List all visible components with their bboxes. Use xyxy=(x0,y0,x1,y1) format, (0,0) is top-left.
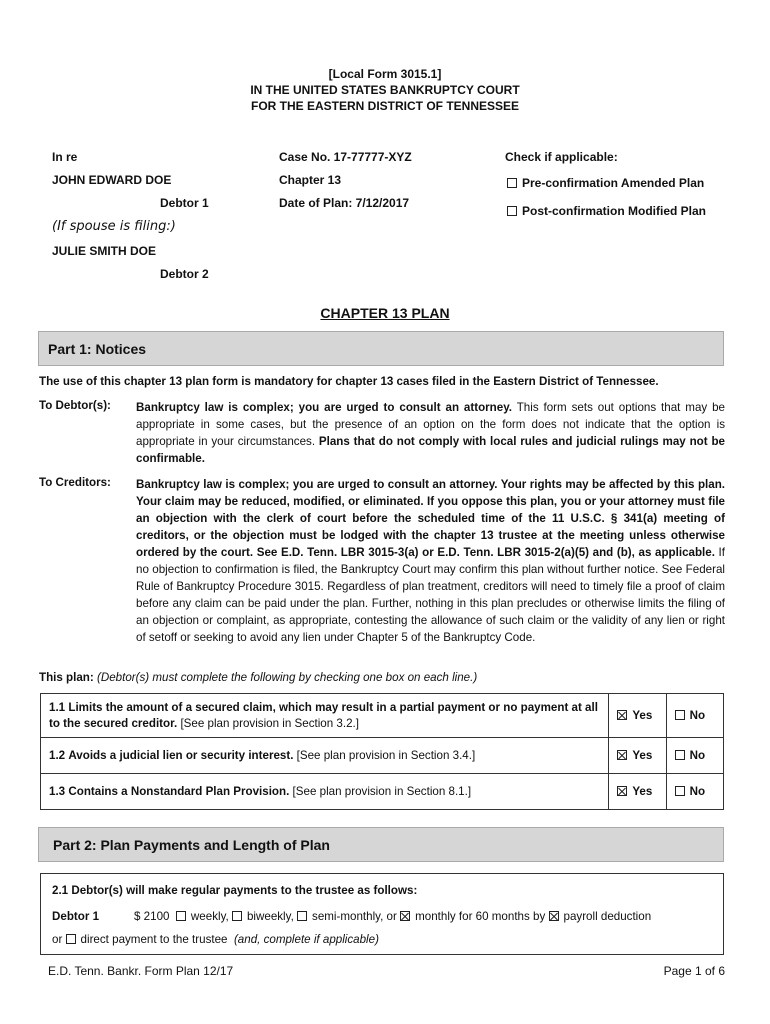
court-name: IN THE UNITED STATES BANKRUPTCY COURT xyxy=(250,83,520,97)
row-text: [See plan provision in Section 3.2.] xyxy=(177,716,359,730)
post-confirmation-label: Post-confirmation Modified Plan xyxy=(522,204,707,218)
row-description xyxy=(41,694,609,738)
row-description xyxy=(41,738,609,774)
pre-confirmation-option[interactable] xyxy=(507,176,704,190)
row-bold: Limits the amount of a secured claim, which may result in a partial payment or no payment at all to the secured creditor. xyxy=(49,700,598,730)
part2-heading: Part 2: Plan Payments and Length of Plan xyxy=(38,827,724,862)
table-row xyxy=(41,694,724,738)
row-number: 1.2 xyxy=(49,749,66,762)
mandatory-notice: The use of this chapter 13 plan form is mandatory for chapter 13 cases filed in the Eastern District of Tennessee. xyxy=(39,375,659,388)
no-checkbox[interactable] xyxy=(675,750,685,760)
part1-heading: Part 1: Notices xyxy=(38,331,724,366)
this-plan-instruction xyxy=(39,671,477,684)
yes-checkbox[interactable] xyxy=(617,710,627,720)
yes-label: Yes xyxy=(632,785,653,798)
no-checkbox[interactable] xyxy=(675,710,685,720)
semimonthly-checkbox[interactable] xyxy=(297,911,307,921)
page-number: Page 1 of 6 xyxy=(663,964,725,978)
direct-payment-line xyxy=(52,933,379,946)
row-number: 1.3 xyxy=(49,785,66,798)
date-of-plan: Date of Plan: 7/12/2017 xyxy=(279,196,410,210)
yes-cell[interactable] xyxy=(609,774,666,810)
semimonthly-label: semi-monthly, or xyxy=(312,910,397,923)
spouse-note: (If spouse is filing:) xyxy=(52,219,176,234)
payment-amount[interactable]: $ 2100 xyxy=(134,910,170,923)
to-creditors-text: If no objection to confirmation is filed, the Bankruptcy Court may confirm this plan without further notice. See Federal Rule of Bankruptcy Procedure 3015. Regardless of plan treatment, creditors will need to timely file a proof of claim before any claim can be paid under the plan. Further, nothing in this plan precludes or otherwise limits the filing of an objection or complaint, as appropriate, contesting the allowance of such claim or the validity of any lien or right of setoff or seeking to avoid any lien under Chapter 5 of the Bankruptcy Code. xyxy=(136,546,725,644)
in-re-label: In re xyxy=(52,150,78,164)
payroll-label: payroll deduction xyxy=(563,910,652,923)
to-debtors-bold1: Bankruptcy law is complex; you are urged to consult an attorney. xyxy=(136,401,513,414)
yes-label: Yes xyxy=(632,709,653,722)
row-number: 1.1 xyxy=(49,700,66,714)
row-description xyxy=(41,774,609,810)
yes-cell[interactable] xyxy=(609,738,666,774)
no-label: No xyxy=(689,709,706,722)
post-confirmation-checkbox[interactable] xyxy=(507,206,517,216)
footer-form-label: E.D. Tenn. Bankr. Form Plan 12/17 xyxy=(48,964,234,978)
check-if-applicable-label: Check if applicable: xyxy=(505,150,618,164)
row-text: [See plan provision in Section 3.4.] xyxy=(293,749,476,762)
table-row xyxy=(41,774,724,810)
weekly-label: weekly, xyxy=(190,910,229,923)
page-title: CHAPTER 13 PLAN xyxy=(320,305,450,321)
monthly-label: monthly for 60 months by xyxy=(415,910,546,923)
debtor2-name: JULIE SMITH DOE xyxy=(52,244,157,258)
chapter-label: Chapter 13 xyxy=(279,173,342,187)
debtor2-label: Debtor 2 xyxy=(160,267,209,281)
debtor1-label: Debtor 1 xyxy=(160,196,209,210)
debtor1-name: JOHN EDWARD DOE xyxy=(52,173,172,187)
plan-features-table xyxy=(40,693,724,810)
to-debtors-paragraph xyxy=(136,399,725,467)
no-label: No xyxy=(689,785,706,798)
yes-checkbox[interactable] xyxy=(617,750,627,760)
no-cell[interactable] xyxy=(666,694,723,738)
weekly-checkbox[interactable] xyxy=(176,911,186,921)
debtor-label: Debtor 1 xyxy=(52,910,100,923)
direct-payment-label: direct payment to the trustee xyxy=(80,933,228,946)
direct-payment-note: (and, complete if applicable) xyxy=(233,933,379,946)
this-plan-note: (Debtor(s) must complete the following by checking one box on each line.) xyxy=(96,671,478,684)
yes-checkbox[interactable] xyxy=(617,786,627,796)
to-creditors-label: To Creditors: xyxy=(39,476,111,489)
table-row xyxy=(41,738,724,774)
direct-payment-checkbox[interactable] xyxy=(66,934,76,944)
row-text: [See plan provision in Section 8.1.] xyxy=(289,785,472,798)
monthly-checkbox[interactable] xyxy=(400,911,410,921)
row-bold: Avoids a judicial lien or security interest. xyxy=(68,749,294,762)
no-checkbox[interactable] xyxy=(675,786,685,796)
post-confirmation-option[interactable] xyxy=(507,204,706,218)
to-debtors-bold2: Plans that do not comply with local rules and judicial rulings may not be confirmable. xyxy=(136,435,725,465)
section-2-1-heading: 2.1 Debtor(s) will make regular payments to the trustee as follows: xyxy=(52,884,418,897)
to-debtors-text: This form sets out options that may be appropriate in some cases, but the presence of an option on the form does not indicate that the option is appropriate in your circumstances. xyxy=(136,401,725,448)
row-bold: Contains a Nonstandard Plan Provision. xyxy=(68,785,290,798)
no-label: No xyxy=(689,749,706,762)
biweekly-label: biweekly, xyxy=(246,910,294,923)
payment-line xyxy=(52,910,651,923)
yes-cell[interactable] xyxy=(609,694,666,738)
yes-label: Yes xyxy=(632,749,653,762)
to-creditors-bold: Bankruptcy law is complex; you are urged to consult an attorney. Your rights may be affected by this plan. Your claim may be reduced, modified, or eliminated. If you oppose this plan, you or your attorney must file an objection with the clerk of court before the scheduled time of the 11 U.S.C. § 341(a) meeting of creditors, or the objection must be lodged with the chapter 13 trustee at the meeting unless otherwise ordered by the court. See E.D. Tenn. LBR 3015-3(a) or E.D. Tenn. LBR 3015-2(a)(5) and (b), as applicable. xyxy=(136,478,725,559)
no-cell[interactable] xyxy=(666,738,723,774)
form-number: [Local Form 3015.1] xyxy=(328,67,442,81)
pre-confirmation-checkbox[interactable] xyxy=(507,178,517,188)
this-plan-label: This plan: xyxy=(39,671,94,684)
case-number: Case No. 17-77777-XYZ xyxy=(279,150,412,164)
or-label: or xyxy=(52,933,63,946)
biweekly-checkbox[interactable] xyxy=(232,911,242,921)
district-name: FOR THE EASTERN DISTRICT OF TENNESSEE xyxy=(250,99,520,113)
to-creditors-paragraph xyxy=(136,476,725,646)
payroll-checkbox[interactable] xyxy=(549,911,559,921)
pre-confirmation-label: Pre-confirmation Amended Plan xyxy=(522,176,705,190)
to-debtors-label: To Debtor(s): xyxy=(39,399,111,412)
no-cell[interactable] xyxy=(666,774,723,810)
